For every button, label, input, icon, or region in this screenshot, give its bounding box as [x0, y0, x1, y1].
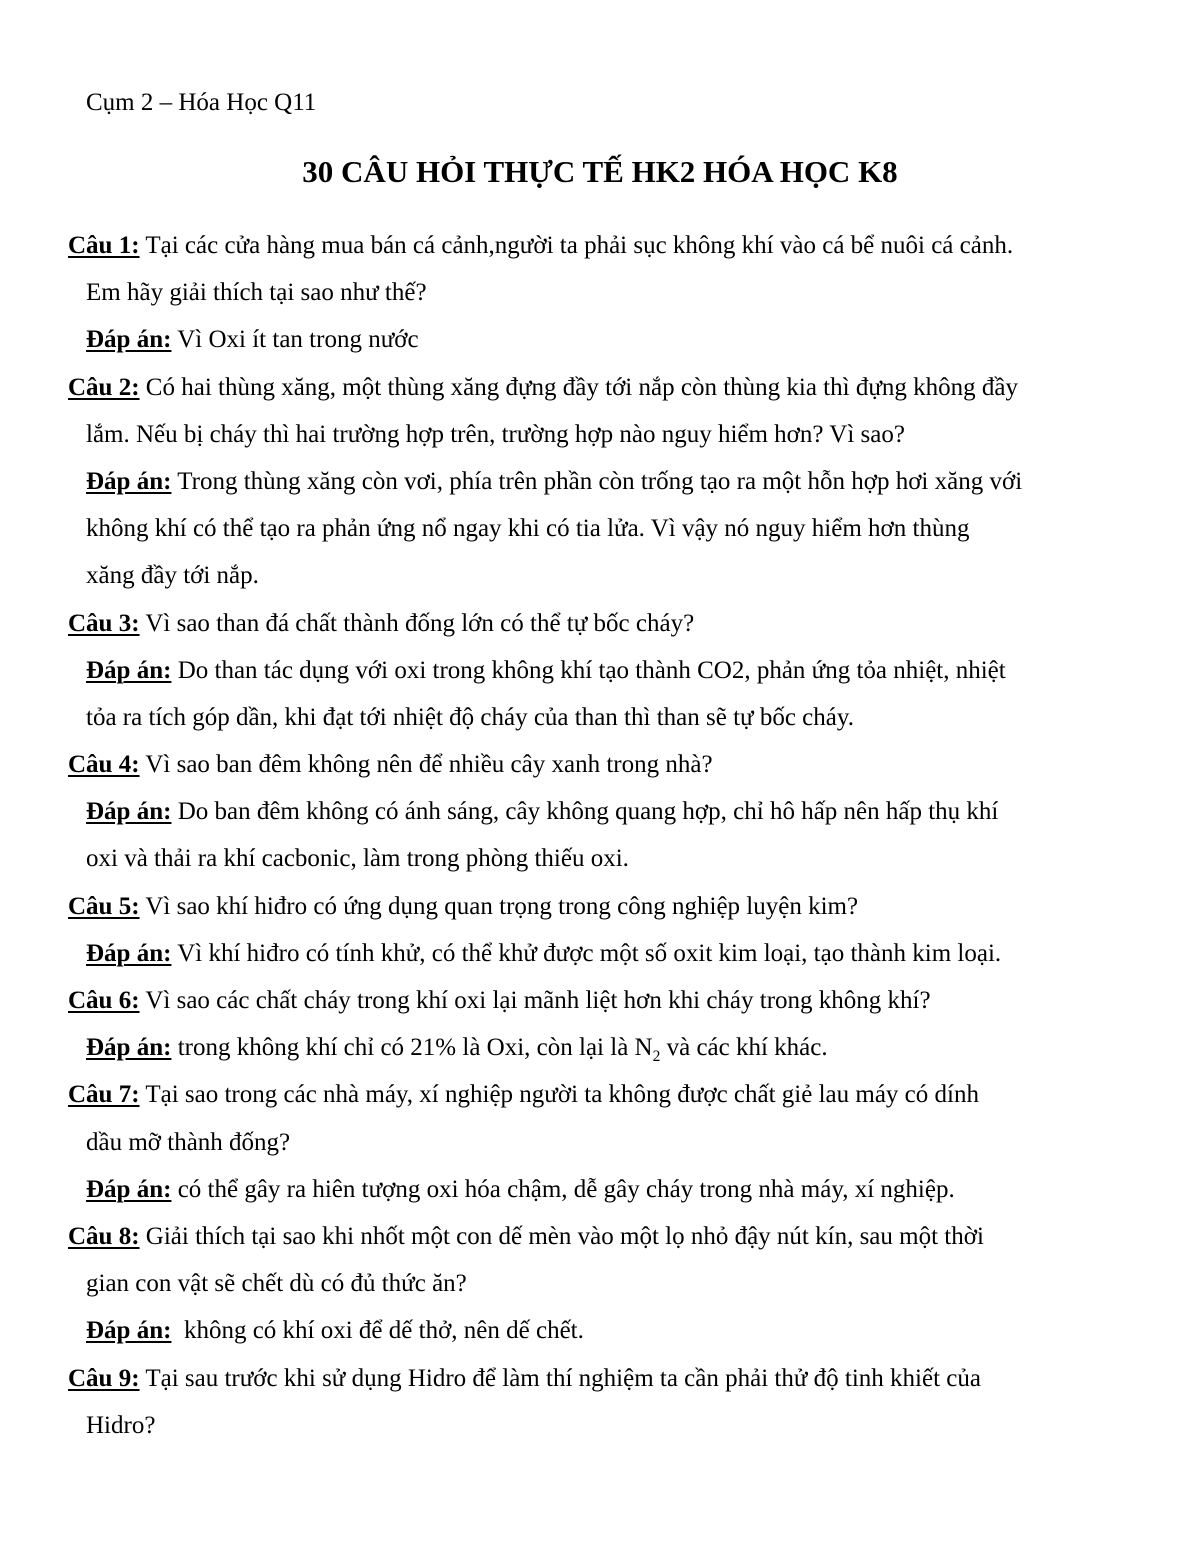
answer-6 [68, 1028, 1128, 1075]
answer-7 [68, 1170, 1128, 1217]
question-label: Câu 9: [68, 1364, 140, 1392]
question-7-continuation: dầu mỡ thành đống? [86, 1128, 291, 1156]
question-8-continuation: gian con vật sẽ chết dù có đủ thức ăn? [86, 1270, 467, 1298]
answer-2-continuation: không khí có thể tạo ra phản ứng nổ ngay khi có tia lửa. Vì vậy nó nguy hiểm hơn thùng [86, 515, 970, 543]
answer-label: Đáp án: [86, 1034, 172, 1062]
question-6 [68, 981, 1128, 1028]
question-7 [68, 1075, 1128, 1122]
question-8 [68, 1217, 1128, 1264]
question-text: Tại sau trước khi sử dụng Hidro để làm thí nghiệm ta cần phải thử độ tinh khiết của [139, 1364, 981, 1392]
question-label: Câu 1: [68, 232, 140, 259]
answer-4-continuation: oxi và thải ra khí cacbonic, làm trong phòng thiếu oxi. [86, 845, 629, 873]
answer-label: Đáp án: [86, 798, 172, 826]
answer-3-continuation: tỏa ra tích góp dần, khi đạt tới nhiệt độ cháy của than thì than sẽ tự bốc cháy. [86, 703, 854, 731]
question-label: Câu 2: [68, 373, 140, 401]
document-header: Cụm 2 – Hóa Học Q11 [86, 89, 317, 116]
question-1-continuation: Em hãy giải thích tại sao như thế? [86, 279, 427, 307]
answer-label: Đáp án: [86, 1317, 172, 1345]
question-3 [68, 604, 1128, 651]
question-9 [68, 1359, 1128, 1406]
question-5 [68, 887, 1128, 934]
answer-text: không có khí oxi để dế thở, nên dế chết. [171, 1317, 584, 1345]
question-text: Giải thích tại sao khi nhốt một con dế mèn vào một lọ nhỏ đậy nút kín, sau một thời [139, 1222, 984, 1250]
answer-8 [68, 1311, 1128, 1358]
question-1 [68, 226, 1128, 273]
answer-text: có thể gây ra hiên tượng oxi hóa chậm, dễ gây cháy trong nhà máy, xí nghiệp. [171, 1175, 955, 1203]
question-text: Có hai thùng xăng, một thùng xăng đựng đầy tới nắp còn thùng kia thì đựng không đầy [139, 373, 1018, 401]
question-label: Câu 4: [68, 751, 140, 779]
question-list [68, 226, 1128, 1453]
question-text: Vì sao các chất cháy trong khí oxi lại mãnh liệt hơn khi cháy trong không khí? [139, 987, 931, 1014]
answer-label: Đáp án: [86, 467, 172, 495]
answer-2-continuation: xăng đầy tới nắp. [86, 562, 259, 590]
answer-4 [68, 792, 1128, 839]
answer-text: Vì khí hiđro có tính khử, có thể khử được một số oxit kim loại, tạo thành kim loại. [171, 939, 1002, 967]
answer-5 [68, 934, 1128, 981]
subscript: 2 [652, 1048, 661, 1066]
question-2 [68, 368, 1128, 415]
question-text: Vì sao ban đêm không nên để nhiều cây xanh trong nhà? [139, 751, 713, 779]
question-label: Câu 3: [68, 609, 140, 637]
question-text: Vì sao khí hiđro có ứng dụng quan trọng trong công nghiệp luyện kim? [139, 892, 859, 920]
answer-text: Do ban đêm không có ánh sáng, cây không quang hợp, chỉ hô hấp nên hấp thụ khí [171, 798, 999, 826]
answer-text: trong không khí chỉ có 21% là Oxi, còn lại là N [171, 1034, 653, 1062]
answer-label: Đáp án: [86, 656, 172, 684]
answer-1 [68, 320, 1128, 367]
question-label: Câu 6: [68, 987, 140, 1014]
question-label: Câu 8: [68, 1222, 140, 1250]
question-text: Tại sao trong các nhà máy, xí nghiệp người ta không được chất giẻ lau máy có dính [139, 1081, 979, 1109]
answer-label: Đáp án: [86, 1175, 172, 1203]
question-4 [68, 745, 1128, 792]
answer-text-rest: và các khí khác. [660, 1034, 828, 1062]
answer-label: Đáp án: [86, 939, 172, 967]
answer-3 [68, 651, 1128, 698]
answer-label: Đáp án: [86, 326, 172, 354]
question-label: Câu 7: [68, 1081, 140, 1109]
answer-text: Do than tác dụng với oxi trong không khí tạo thành CO2, phản ứng tỏa nhiệt, nhiệt [171, 656, 1006, 684]
question-text: Tại các cửa hàng mua bán cá cảnh,người ta phải sục không khí vào cá bể nuôi cá cảnh. [139, 232, 1014, 259]
question-label: Câu 5: [68, 892, 140, 920]
question-text: Vì sao than đá chất thành đống lớn có thể tự bốc cháy? [139, 609, 695, 637]
document-title: 30 CÂU HỎI THỰC TẾ HK2 HÓA HỌC K8 [302, 154, 898, 189]
question-9-continuation: Hidro? [86, 1411, 156, 1439]
answer-text: Vì Oxi ít tan trong nước [171, 326, 419, 354]
question-2-continuation: lắm. Nếu bị cháy thì hai trường hợp trên, trường hợp nào nguy hiểm hơn? Vì sao? [86, 420, 905, 448]
answer-text: Trong thùng xăng còn vơi, phía trên phần còn trống tạo ra một hỗn hợp hơi xăng với [171, 467, 1023, 495]
answer-2 [68, 462, 1128, 509]
